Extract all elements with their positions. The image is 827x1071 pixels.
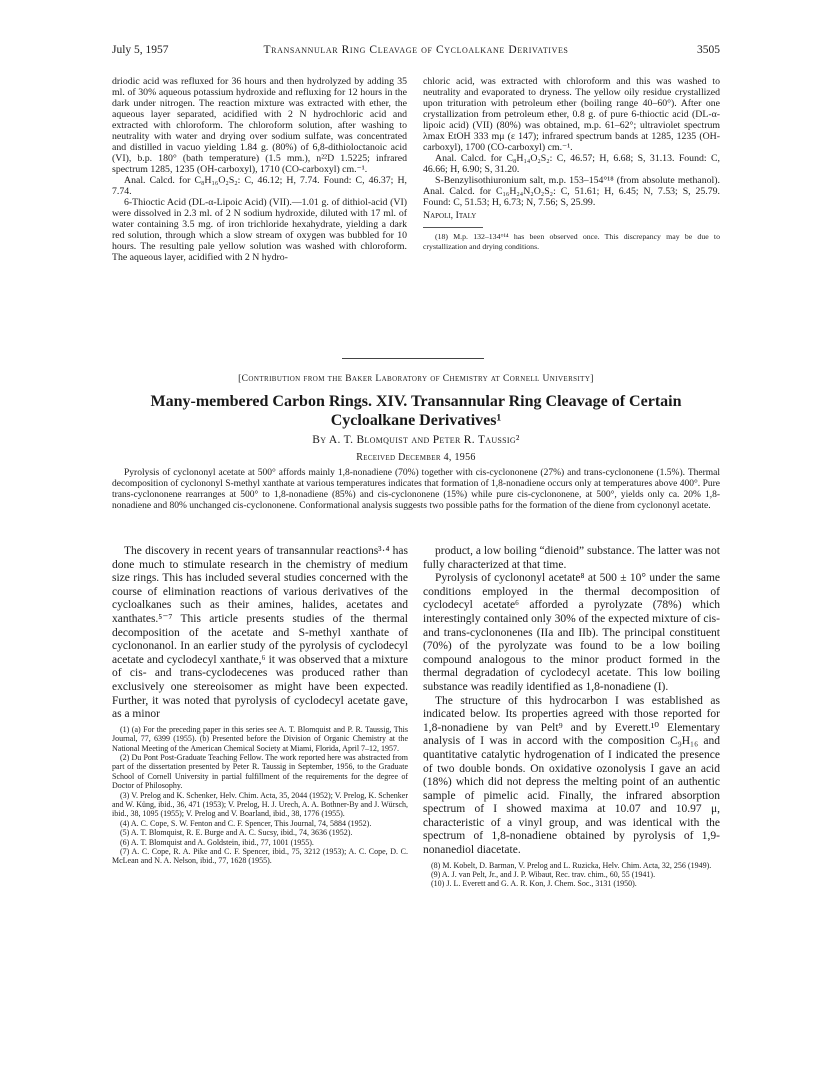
body-right-column (423, 545, 720, 889)
footnotes (423, 861, 720, 889)
article-title (112, 392, 720, 430)
previous-article-right-column (423, 76, 720, 251)
paragraph: product, a low boiling “dienoid” substance. The latter was not fully characterized at that time. (423, 545, 720, 571)
paragraph: S-Benzylisothiuronium salt, m.p. 153–154°¹⁸ (from absolute methanol). Anal. Calcd. for C₁₆H₂₄N₂O₂S₂: C, 51.61; H, 6.45; N, 7.53; S, 25.79. Found: C, 51.53; H, 6.73; N, 7.56; S, 25.99. (423, 175, 720, 208)
footnote: (4) A. C. Cope, S. W. Fenton and C. F. Spencer, This Journal, 74, 5884 (1952). (120, 818, 372, 828)
previous-article-left-column (112, 76, 407, 263)
footnote: (1) (a) For the preceding paper in this series see A. T. Blomquist and P. R. Taussig, This Journal, 77, 6399 (1955). (b) Presented before the Division of Organic Chemistry at the National Meeting of the American Chemical Society at Miami, Florida, April 7–12, 1957. (112, 724, 408, 753)
paragraph: chloric acid, was extracted with chloroform and this was washed to neutrality and evaporated to dryness. The yellow oily residue crystallized upon trituration with petroleum ether (boiling range 40–60°). After one crystallization from petroleum ether, 0.8 g. of pure 6-thioctic acid (DL-α-lipoic acid) (VII) (80%) was obtained, m.p. 61–62°; ultraviolet spectrum λmax EtOH 333 mμ (ε 147); infrared spectrum bands at 1285, 1235 (OH-carboxyl), 1700 (CO-carboxyl) cm.⁻¹. (423, 76, 720, 153)
paragraph: 6-Thioctic Acid (DL-α-Lipoic Acid) (VII).—1.01 g. of dithiol-acid (VI) were dissolved in 2.3 ml. of 2 N sodium hydroxide, diluted with 17 ml. of water containing 3.5 mg. of iron trichloride hexahydrate, yielding a dark red solution, through which a slow stream of oxygen was bubbled for 10 hours. The resulting pale yellow solution was washed with chloroform. The aqueous layer, acidified with 2 N hydro- (112, 197, 407, 263)
footnote: (2) Du Pont Post-Graduate Teaching Fellow. The work reported here was abstracted from part of the dissertation presented by Peter R. Taussig in September, 1956, to the Graduate School of Cornell University in partial fulfillment of the requirements for the degree of Doctor of Philosophy. (112, 752, 408, 791)
received-date: Received December 4, 1956 (356, 452, 476, 463)
paragraph: The structure of this hydrocarbon I was established as indicated below. Its properties agreed with those reported for 1,8-nonadiene by van Pelt⁹ and by Everett.¹⁰ Elementary analysis of I was in accord with the composition C₉H₁₆ and quantitative catalytic hydrogenation of I indicated the presence of two double bonds. On oxidative ozonolysis I gave an acid (18%) which did not depress the melting point of an authentic sample of pimelic acid. Finally, the infrared absorption spectrum of I showed maxima at 10.07 and 10.97 μ, characteristic of a vinyl group, and was identical with the spectrum of 1,8-nonadiene obtained by pyrolysis of 1,9-nonanediol diacetate. (423, 694, 720, 857)
article-divider (342, 358, 484, 359)
footnote: (6) A. T. Blomquist and A. Goldstein, ibid., 77, 1001 (1955). (120, 837, 314, 847)
paragraph: driodic acid was refluxed for 36 hours and then hydrolyzed by adding 35 ml. of 30% aqueous potassium hydroxide and refluxing for 12 hours in the dark under nitrogen. The reaction mixture was extracted with ether, the aqueous layer separated, acidified with 2 N hydrochloric acid and extracted with chloroform. The chloroform solution, after washing to neutrality with water and drying over sodium sulfate, was concentrated and distilled in vacuo yielding 1.84 g. (80%) of 6,8-dithioloctanoic acid (VI), b.p. 180° (bath temperature) (1.5 mm.), n²²D 1.5225; infrared spectrum 1285, 1235 (OH-carboxyl), 1710 (CO-carboxyl) cm.⁻¹. (112, 76, 407, 175)
contribution-line: [Contribution from the Baker Laboratory of Chemistry at Cornell University] (238, 374, 594, 384)
issue-date: July 5, 1957 (112, 44, 169, 56)
body-left-column (112, 545, 408, 866)
running-header (112, 44, 720, 60)
running-title: Transannular Ring Cleavage of Cycloalkane Derivatives (263, 44, 569, 56)
footnote: (5) A. T. Blomquist, R. E. Burge and A. C. Sucsy, ibid., 74, 3636 (1952). (120, 828, 353, 838)
footnote: (3) V. Prelog and K. Schenker, Helv. Chim. Acta, 35, 2044 (1952); V. Prelog, K. Schenker and W. Küng, ibid., 36, 471 (1953); V. Prelog, H. J. Urech, A. A. Bothner-By and J. Würsch, ibid., 38, 1095 (1955); V. Prelog and V. Boarland, ibid., 38, 1776 (1955). (112, 790, 408, 819)
footnote: (9) A. J. van Pelt, Jr., and J. P. Wibaut, Rec. trav. chim., 60, 55 (1941). (431, 870, 656, 880)
footnotes (112, 725, 408, 866)
title-line: Many-membered Carbon Rings. XIV. Transannular Ring Cleavage of Certain (150, 393, 682, 410)
page-number: 3505 (697, 44, 720, 56)
paragraph: Pyrolysis of cyclononyl acetate⁸ at 500 ± 10° under the same conditions employed in the thermal decomposition of cyclodecyl acetate⁶ afforded a pyrolyzate (78%) which interestingly contained only 30% of the expected mixture of cis- and trans-cyclononenes (IIa and IIb). The principal constituent (70%) of the pyrolyzate was found to be a low boiling compound analogous to the minor product formed in the thermal degradation of cyclodecyl acetate. This low boiling substance was readily identified as 1,8-nonadiene (I). (423, 572, 720, 693)
footnote: (7) A. C. Cope, R. A. Pike and C. F. Spencer, ibid., 75, 3212 (1953); A. C. Cope, D. C. McLean and N. A. Nelson, ibid., 77, 1628 (1955). (112, 847, 408, 866)
footnote: (8) M. Kobelt, D. Barman, V. Prelog and L. Ruzicka, Helv. Chim. Acta, 32, 256 (1949). (431, 860, 712, 870)
paragraph: Anal. Calcd. for C₈H₁₄O₂S₂: C, 46.57; H, 6.68; S, 31.13. Found: C, 46.66; H, 6.90; S, 31.20. (423, 153, 720, 175)
paragraph: The discovery in recent years of transannular reactions³·⁴ has done much to stimulate research in the chemistry of medium size rings. This has included several studies concerned with the course of elimination reactions of various derivatives of the cycloalkanes such as their amines, halides, acetates and xanthates.⁵⁻⁷ This article presents studies of the thermal decomposition of the acetate and S-methyl xanthate of cyclononanol. In an earlier study of the pyrolysis of cyclodecyl acetate and cyclodecyl xanthate,⁶ it was observed that a mixture of cis- and trans-cyclodecenes was produced rather than exclusively one stereoisomer as might have been expected. Further, it was noted that pyrolysis of cyclodecyl acetate gave, as a minor (112, 545, 408, 721)
footnote: (18) M.p. 132–134°¹⁴ has been observed once. This discrepancy may be due to crystallization and drying conditions. (423, 232, 720, 251)
footnote-rule (423, 227, 483, 228)
paragraph: Anal. Calcd. for C₈H₁₆O₂S₂: C, 46.12; H, 7.74. Found: C, 46.37; H, 7.74. (112, 175, 407, 197)
footnote: (10) J. L. Everett and G. A. R. Kon, J. Chem. Soc., 3131 (1950). (431, 879, 637, 889)
author-location: Napoli, Italy (423, 210, 477, 221)
authors: By A. T. Blomquist and Peter R. Taussig² (312, 434, 520, 446)
abstract: Pyrolysis of cyclononyl acetate at 500° affords mainly 1,8-nonadiene (70%) together with cis-cyclononene (27%) and trans-cyclononene (1.5%). Thermal decomposition of cyclononyl S-methyl xanthate at various temperatures indicates that formation of 1,8-nonadiene occurs only at temperatures above 400°. Pure trans-cyclononene rearranges at 500° to 1,8-nonadiene (85%) and cis-cyclononene (15%) while pure cis-cyclononene, at 500°, yields only ca. 20% 1,8-nonadiene and 80% unchanged cis-cyclononene. Conformational analysis suggests two possible paths for the formation of the diene from cyclononyl acetate. (112, 468, 720, 511)
title-line: Cycloalkane Derivatives¹ (330, 412, 502, 429)
